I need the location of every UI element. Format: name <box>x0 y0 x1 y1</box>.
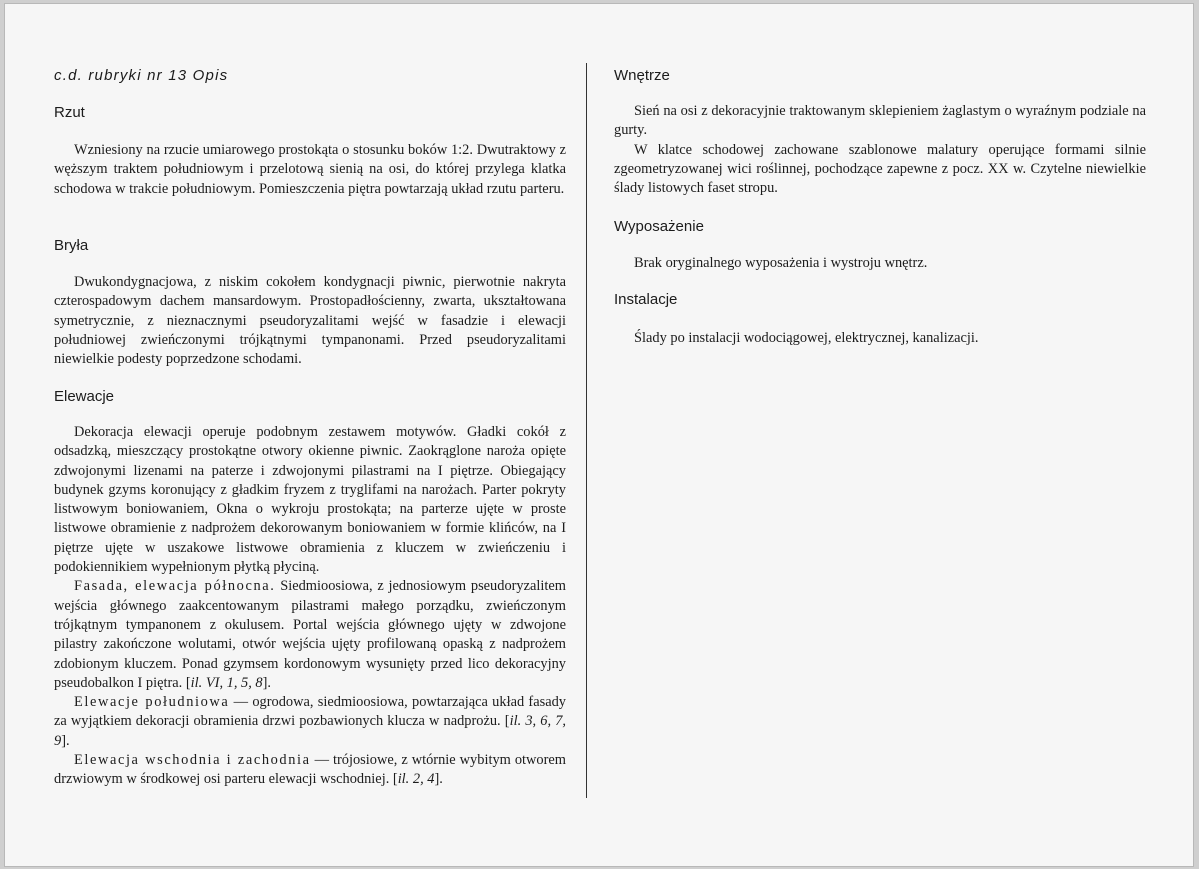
section-text-elewacje: Dekoracja elewacji operuje podobnym zestawem motywów. Gładki cokół z odsadzką, mieszczący prostokątne otwory okienne piwnic. Zaokrąglone naroża opięte zdwojonymi lizenami na paterze i zdwojonymi pilastrami na I piętrze. Obiegający budynek gzyms koronujący z gładkim fryzem z tryglifami na narożach. Parter pokryty listwowym boniowaniem, Okna o wykroju prostokąta; na parterze ujęte w proste listwowe obramienie z nadprożem dekorowanym boniowaniem w formie klińców, na I piętrze ujęte w uszakowe listwowe obramienia z kluczem w zwieńczeniu i podokiennikiem wypełnionym płytką płyciną. <box>54 424 566 576</box>
subsection-text-wschodnia: — trójosiowe, z wtórnie wybitym otworem drzwiowym w środkowej osi parteru elewacji wschodniej. [ <box>54 752 566 788</box>
section-text-rzut: Wzniesiony na rzucie umiarowego prostokąta o stosunku boków 1:2. Dwutraktowy z węższym traktem południowym i przelotową sienią na osi, do której przylega klatka schodowa w trakcie południowym. Pomieszczenia piętra powtarzają układ rzutu parteru. <box>54 142 566 197</box>
figure-ref-end-poludniowa: ]. <box>61 732 70 749</box>
section-text-instalacje: Ślady po instalacji wodociągowej, elektrycznej, kanalizacji. <box>634 330 979 346</box>
subsection-fasada <box>54 577 566 693</box>
section-body-wnetrze <box>614 102 1146 198</box>
section-body-elewacje <box>54 423 566 790</box>
subsection-lead-poludniowa: Elewacje południowa <box>74 694 230 711</box>
section-title-rzut: Rzut <box>54 104 85 121</box>
record-card <box>4 3 1194 867</box>
section-text-bryla: Dwukondygnacjowa, z niskim cokołem kondygnacji piwnic, pierwotnie nakryta czterospadowym dachem mansardowym. Prostopadłościenny, zwarta, ukształtowana symetrycznie, z nieznacznymi pseudoryzalitami wejść w fasadzie i elewacji południowej zwieńczonymi trójkątnymi tympanonami. Przed pseudoryzalitami niewielkie podesty poprzedzone schodami. <box>54 274 566 368</box>
subsection-text-poludniowa: — ogrodowa, siedmioosiowa, powtarzająca układ fasady za wyjątkiem dekoracji obramienia drzwi pozbawionych klucza w nadprożu. [ <box>54 694 566 730</box>
figure-ref-fasada: il. VI, 1, 5, 8 <box>190 674 263 691</box>
subsection-text-fasada: Siedmioosiowa, z jednosiowym pseudoryzalitem wejścia głównego zaakcentowanym pilastrami małego porządku, zwieńczonym trójkątnym tympanonem z okulusem. Portal wejścia głównego ujęty w zdwojone pilastry zakończone wolutami, otwór wejścia ujęty profilowaną opaską z nadprożem zdobionym kluczem. Ponad gzymsem kordonowym wysunięty przed lico dekoracyjny pseudobalkon I piętra. [ <box>54 578 566 691</box>
section-text-wnetrze-2: W klatce schodowej zachowane szablonowe malatury operujące formami silnie zgeometryzowanej wici roślinnej, pochodzące zapewne z pocz. XX w. Czytelne niewielkie ślady listowych faset stropu. <box>614 141 1146 197</box>
figure-ref-wschodnia: il. 2, 4 <box>397 771 435 788</box>
section-title-wyposazenie: Wyposażenie <box>614 218 704 235</box>
figure-ref-end-wschodnia: ]. <box>434 771 443 788</box>
figure-ref-end-fasada: ]. <box>262 674 272 691</box>
section-title-instalacje: Instalacje <box>614 291 678 308</box>
subsection-wschodnia <box>54 751 566 790</box>
subsection-lead-wschodnia: Elewacja wschodnia i zachodnia <box>74 752 311 769</box>
figure-ref-poludniowa: il. 3, 6, 7, 9 <box>54 713 566 749</box>
page-header: c.d. rubryki nr 13 Opis <box>54 67 229 84</box>
section-text-wyposazenie: Brak oryginalnego wyposażenia i wystroju wnętrz. <box>634 255 928 271</box>
column-divider <box>586 63 587 798</box>
section-title-bryla: Bryła <box>54 237 89 254</box>
section-title-elewacje: Elewacje <box>54 388 115 405</box>
section-title-wnetrze: Wnętrze <box>614 67 670 84</box>
subsection-poludniowa <box>54 693 566 751</box>
section-text-wnetrze-1: Sień na osi z dekoracyjnie traktowanym sklepieniem żaglastym o wyraźnym podziale na gurty. <box>614 103 1146 139</box>
subsection-lead-fasada: Fasada, elewacja północna. <box>74 578 276 595</box>
